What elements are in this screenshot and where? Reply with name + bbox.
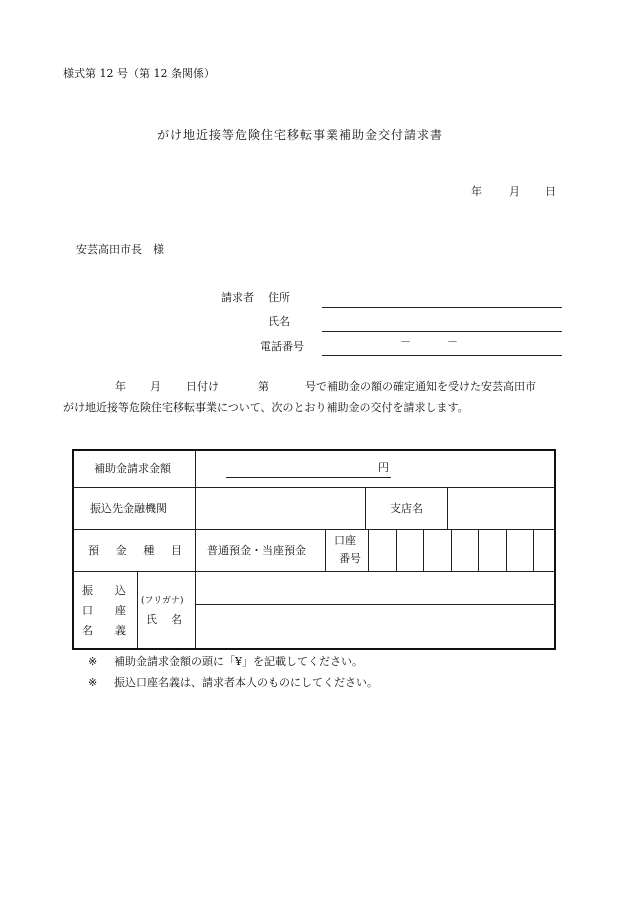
account-name-char-6: 義: [115, 624, 126, 637]
date-day-label: 日: [545, 185, 556, 198]
account-name-char-1: 振: [82, 584, 93, 597]
account-name-char-4: 座: [115, 604, 126, 617]
branch-divider-left: [365, 487, 366, 529]
account-name-label-row-1: [82, 584, 126, 598]
account-number-label-1: 口座: [334, 534, 356, 547]
account-holder-name-field[interactable]: [196, 605, 554, 648]
account-name-char-5: 名: [82, 624, 93, 637]
amount-label: 補助金請求金額: [94, 462, 171, 475]
bank-transfer-table: [72, 449, 556, 650]
phone-label: 電話番号: [260, 340, 304, 353]
note-1-mark: ※: [88, 655, 98, 668]
address-field[interactable]: [322, 307, 562, 308]
phone-field[interactable]: [322, 355, 562, 356]
body-line1-rest: 号で補助金の額の確定通知を受けた安芸高田市: [305, 380, 536, 393]
deposit-type-char-3: 種: [143, 544, 155, 557]
amount-field[interactable]: [226, 477, 391, 478]
body-number-prefix: 第: [258, 380, 269, 393]
name-label: 氏名: [268, 315, 290, 328]
account-label-divider: [368, 529, 369, 571]
account-name-subdivider: [137, 571, 138, 648]
name-field[interactable]: [322, 331, 562, 332]
holder-name-char-1: 氏: [146, 613, 157, 626]
furigana-label: (フリガナ): [141, 596, 184, 606]
deposit-divider: [325, 529, 326, 571]
body-line2: がけ地近接等危険住宅移転事業について、次のとおり補助金の交付を請求します。: [63, 401, 469, 414]
deposit-options[interactable]: 普通預金・当座預金: [207, 544, 306, 557]
account-name-label-row-3: [82, 624, 126, 638]
branch-label: 支店名: [390, 502, 423, 515]
branch-name-field[interactable]: [448, 488, 554, 528]
deposit-type-char-4: 目: [170, 544, 182, 557]
address-label: 住所: [268, 291, 290, 304]
note-2-mark: ※: [88, 676, 98, 689]
holder-name-char-2: 名: [171, 613, 182, 626]
account-name-char-3: 口: [82, 604, 93, 617]
bank-label: 振込先金融機関: [90, 502, 167, 515]
date-year-label: 年: [471, 185, 482, 198]
addressee: 安芸高田市長 様: [76, 243, 164, 256]
body-year: 年: [115, 380, 126, 393]
body-dated: 日付け: [186, 380, 219, 393]
note-1-text: 補助金請求金額の頭に「¥」を記載してください。: [114, 655, 363, 668]
amount-unit: 円: [378, 461, 389, 474]
phone-separator-2: －: [447, 335, 458, 348]
account-number-field[interactable]: [370, 530, 554, 570]
holder-name-label: [146, 613, 182, 627]
account-name-char-2: 込: [115, 584, 126, 597]
deposit-type-char-2: 金: [115, 544, 127, 557]
deposit-type-char-1: 預: [88, 544, 99, 557]
bank-name-field[interactable]: [196, 488, 364, 528]
form-title: がけ地近接等危険住宅移転事業補助金交付請求書: [157, 128, 444, 142]
body-month: 月: [150, 380, 161, 393]
date-month-label: 月: [509, 185, 520, 198]
deposit-type-label: [88, 544, 182, 558]
phone-separator-1: －: [400, 335, 411, 348]
account-number-label-2: 番号: [339, 552, 361, 565]
furigana-field[interactable]: [196, 572, 554, 603]
requester-label: 請求者: [221, 291, 254, 304]
note-2-text: 振込口座名義は、請求者本人のものにしてください。: [114, 676, 378, 689]
form-number: 様式第 12 号（第 12 条関係）: [63, 67, 215, 80]
account-name-label-row-2: [82, 604, 126, 618]
